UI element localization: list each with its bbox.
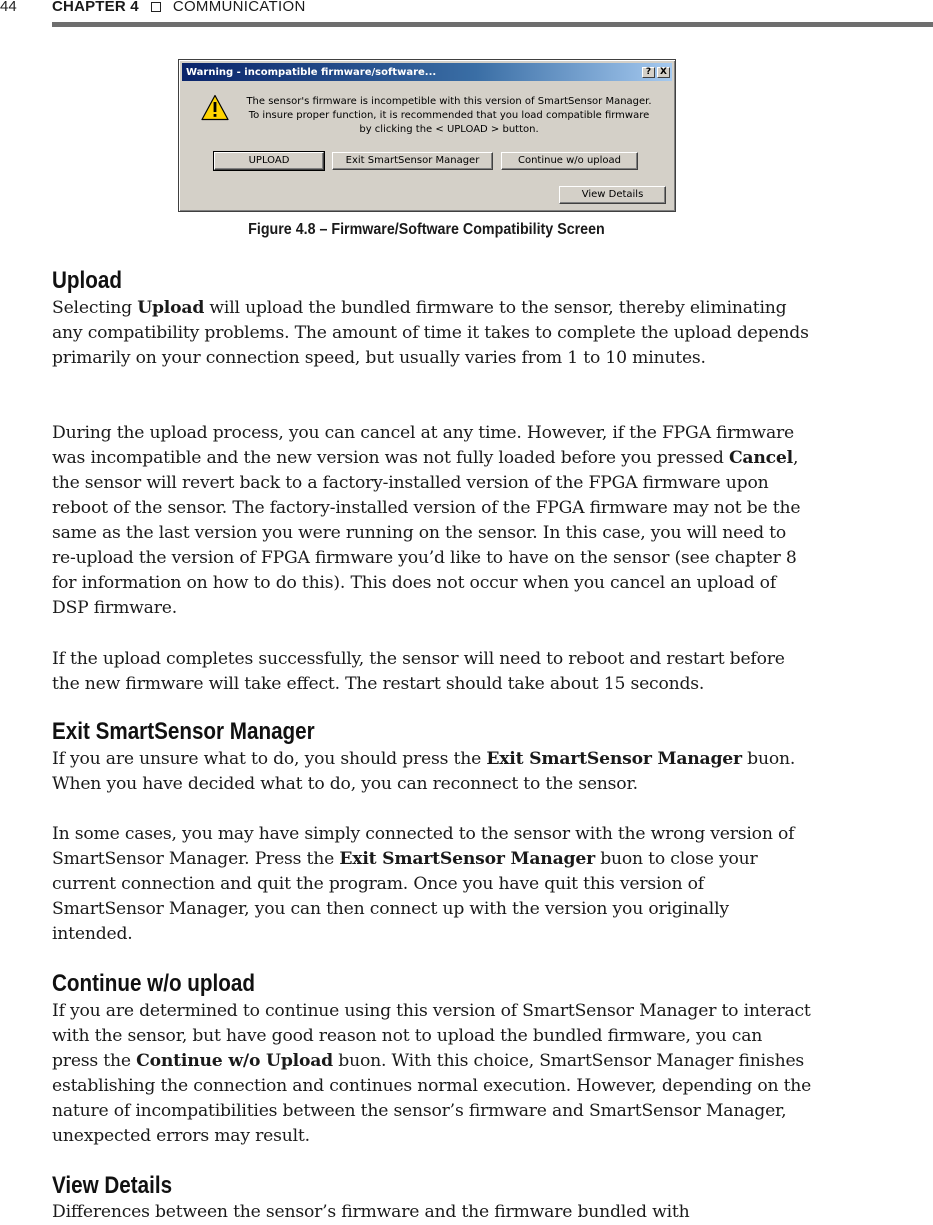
- exit-smartsensor-manager-button[interactable]: Exit SmartSensor Manager: [332, 152, 493, 170]
- inline-bold: Exit SmartSensor Manager: [486, 749, 742, 769]
- upload-paragraph-2: During the upload process, you can cancel at any time. However, if the FPGA ﬁrmware was incompatible and the new version was not fully loaded before you pressed Cancel, the sensor will revert back to a factory-installed version of the FPGA ﬁrmware upon reboot of the sensor. The factory-installed version of the FPGA ﬁrmware may not be the same as the last version you were running on the sensor. In this case, you will need to re-upload the version of FPGA ﬁrmware you’d like to have on the sensor (see chapter 8 for information on how to do this). This does not occur when you cancel an upload of DSP ﬁrmware.: [52, 423, 801, 618]
- inline-bold: Exit SmartSensor Manager: [339, 849, 595, 869]
- warning-icon: [201, 94, 229, 121]
- header-rule: [52, 22, 933, 27]
- dialog-title: Warning - incompatible firmware/software...: [186, 66, 437, 78]
- figure-caption: Figure 4.8 – Firmware/Software Compatibility Screen: [248, 221, 605, 238]
- upload-paragraph-1: Selecting Upload will upload the bundled ﬁrmware to the sensor, thereby eliminating any compatibility problems. The amount of time it takes to complete the upload depends primarily on your connection speed, but usually varies from 1 to 10 minutes.: [52, 298, 809, 368]
- inline-bold: Cancel: [728, 448, 793, 468]
- inline-bold: Continue w/o Upload: [136, 1051, 334, 1071]
- chapter-title: COMMUNICATION: [172, 0, 306, 15]
- dialog-titlebar: [182, 63, 672, 81]
- close-button[interactable]: X: [657, 67, 670, 78]
- exit-paragraph-1: If you are unsure what to do, you should press the Exit SmartSensor Manager buon. When you have decided what to do, you can reconnect to the sensor.: [52, 749, 796, 794]
- view-details-button[interactable]: View Details: [559, 186, 666, 204]
- section-title-continue: Continue w/o upload: [52, 970, 255, 997]
- upload-paragraph-3: If the upload completes successfully, the sensor will need to reboot and restart before the new ﬁrmware will take eﬀect. The restart should take about 15 seconds.: [52, 649, 785, 694]
- exit-paragraph-2: In some cases, you may have simply connected to the sensor with the wrong version of SmartSensor Manager. Press the Exit SmartSensor Manager buon to close your current connection and quit the program. Once you have quit this version of SmartSensor Manager, you can then connect up with the version you originally intended.: [52, 824, 795, 944]
- section-title-exit: Exit SmartSensor Manager: [52, 718, 315, 745]
- message-line: by clicking the < UPLOAD > button.: [359, 124, 539, 135]
- message-line: The sensor's firmware is incompetible with this version of SmartSensor Manager.: [246, 96, 652, 107]
- continue-without-upload-button[interactable]: Continue w/o upload: [501, 152, 638, 170]
- page-number: 44: [0, 0, 17, 15]
- section-title-upload: Upload: [52, 267, 122, 294]
- section-title-view-details: View Details: [52, 1172, 173, 1199]
- message-line: To insure proper function, it is recommended that you load compatible firmware: [248, 110, 650, 121]
- firmware-warning-dialog: [178, 59, 676, 212]
- continue-paragraph-1: If you are determined to continue using this version of SmartSensor Manager to interact with the sensor, but have good reason not to upload the bundled ﬁrmware, you can press the Continue w/o Upload buon. With this choice, SmartSensor Manager ﬁnishes establishing the connection and continues normal execution. However, depending on the nature of incompatibilities between the sensor’s ﬁrmware and SmartSensor Manager, unexpected errors may result.: [52, 1001, 812, 1146]
- details-paragraph-1: Diﬀerences between the sensor’s ﬁrmware and the ﬁrmware bundled with: [52, 1202, 690, 1222]
- inline-bold: Upload: [137, 298, 205, 318]
- titlebar-buttons: [642, 67, 672, 78]
- upload-button[interactable]: UPLOAD: [214, 152, 324, 170]
- dialog-message: [235, 95, 663, 137]
- help-button[interactable]: ?: [642, 67, 655, 78]
- chapter-label: CHAPTER 4: [52, 0, 139, 15]
- chapter-separator-box: [151, 2, 161, 12]
- chapter-heading: [52, 0, 306, 15]
